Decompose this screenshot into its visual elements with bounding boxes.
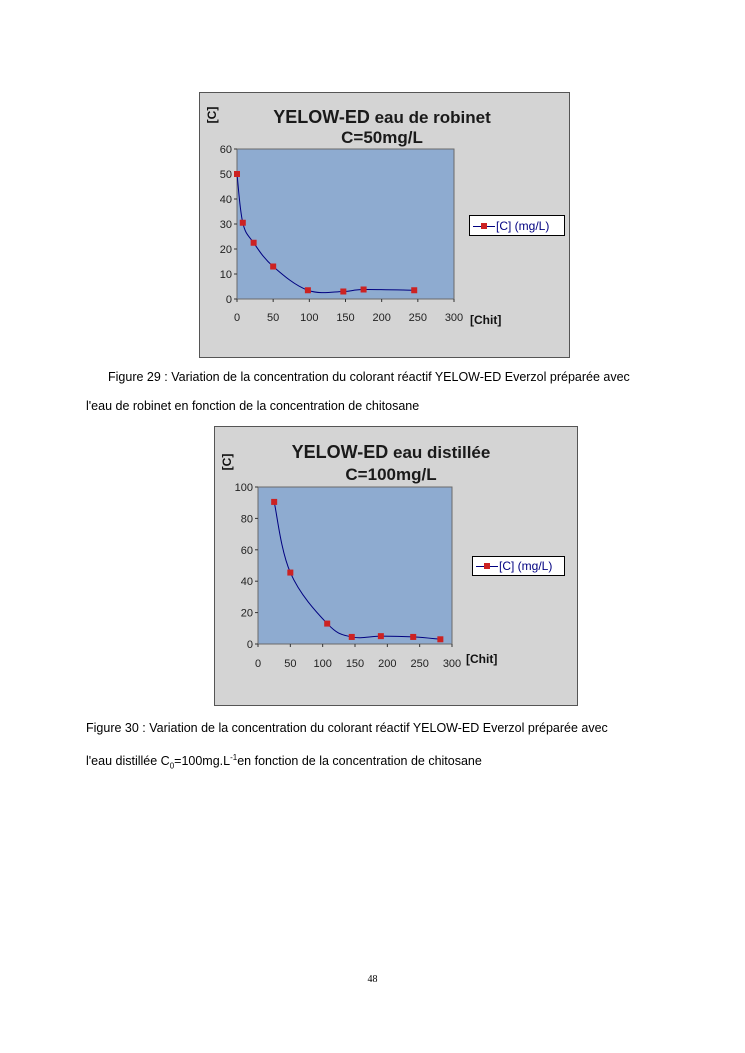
x-tick-label: 300: [444, 312, 464, 324]
x-tick-label: 0: [233, 312, 241, 324]
x-tick-label: 200: [372, 312, 391, 324]
x-tick-label: 150: [345, 658, 365, 670]
chart-title-main: YELOW-ED: [273, 107, 370, 127]
figure-29-chart: [199, 92, 570, 358]
x-tick-label: 100: [300, 312, 319, 324]
figure-30-chart: [214, 426, 578, 706]
figure-30-caption-line2a: l'eau distillée C: [86, 754, 170, 769]
chart-subtitle: C=50mg/L: [341, 128, 423, 147]
data-point: [324, 621, 330, 627]
x-tick-label: 100: [313, 658, 332, 670]
chart-title-main: YELOW-ED: [291, 442, 389, 462]
y-tick-label: 100: [234, 482, 253, 494]
figure-30-subscript: 0: [169, 761, 175, 771]
data-point: [305, 287, 311, 293]
data-point: [410, 634, 416, 640]
figure-30-legend-label: [C] (mg/L): [499, 559, 553, 573]
data-point: [287, 570, 293, 576]
y-axis-label: [C]: [205, 106, 219, 124]
y-tick-label: 60: [219, 144, 232, 156]
figure-30-caption-line1: Figure 30 : Variation de la concentration du colorant réactif YELOW-ED Everzol préparée avec: [86, 721, 608, 735]
data-point: [340, 289, 346, 295]
figure-30-superscript: -1: [230, 753, 238, 762]
data-point: [411, 287, 417, 293]
y-axis-label: [C]: [220, 453, 234, 471]
data-point: [251, 240, 257, 246]
data-point: [240, 220, 246, 226]
data-point: [234, 171, 240, 177]
x-tick-label: 50: [267, 312, 280, 324]
chart-title-rest: eau distillée: [388, 443, 491, 462]
figure-29-caption-line2: l'eau de robinet en fonction de la concentration de chitosane: [86, 399, 420, 413]
y-tick-label: 40: [219, 194, 232, 206]
chart-title: [273, 107, 491, 127]
data-point: [271, 499, 277, 505]
y-tick-label: 10: [219, 269, 232, 281]
y-tick-label: 50: [219, 169, 232, 181]
figure-29-legend-label: [C] (mg/L): [496, 218, 550, 233]
figure-30-caption-line2b: =100mg.L: [174, 754, 231, 769]
legend-marker-icon: [476, 561, 498, 571]
chart-title: [292, 442, 491, 462]
y-tick-label: 60: [240, 544, 253, 557]
x-tick-label: 250: [408, 312, 428, 324]
y-tick-label: 0: [225, 294, 232, 306]
data-point: [437, 636, 443, 642]
figure-30-legend: [472, 556, 565, 576]
figure-30-caption: [86, 714, 678, 781]
y-tick-label: 30: [219, 219, 232, 231]
legend-marker-icon: [473, 221, 495, 231]
data-point: [349, 634, 355, 640]
x-tick-label: 0: [254, 658, 262, 670]
data-point: [361, 287, 367, 293]
data-point: [270, 264, 276, 270]
figure-29-caption-line1: Figure 29 : Variation de la concentration du colorant réactif YELOW-ED Everzol préparée avec: [108, 370, 630, 384]
y-tick-label: 0: [246, 639, 253, 651]
figure-29-caption: [86, 363, 678, 421]
figure-29-legend: [469, 215, 565, 236]
x-axis-label: [Chit]: [466, 652, 498, 666]
x-tick-label: 50: [284, 658, 297, 670]
chart-title-rest: eau de robinet: [369, 108, 491, 127]
figure-30-caption-line2c: en fonction de la concentration de chitosane: [237, 754, 482, 769]
x-tick-label: 200: [378, 658, 397, 670]
y-tick-label: 20: [240, 607, 253, 620]
x-tick-label: 150: [336, 312, 355, 324]
x-tick-label: 250: [410, 658, 429, 670]
plot-area: [258, 487, 452, 644]
plot-area: [237, 149, 454, 299]
data-point: [378, 633, 384, 639]
chart-subtitle: C=100mg/L: [345, 465, 437, 484]
x-axis-label: [Chit]: [470, 313, 502, 327]
y-tick-label: 20: [219, 244, 232, 256]
x-tick-label: 300: [442, 658, 462, 670]
page-number: 48: [367, 974, 378, 985]
y-tick-label: 40: [240, 576, 253, 589]
y-tick-label: 80: [240, 513, 253, 526]
